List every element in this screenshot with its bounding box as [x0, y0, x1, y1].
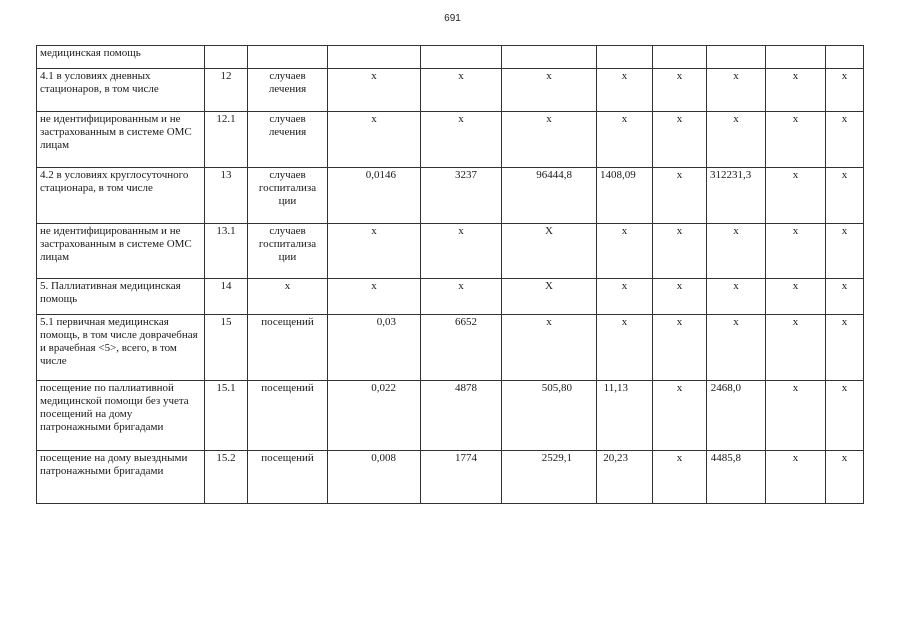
table-row: [37, 315, 864, 381]
table-cell: [421, 46, 502, 69]
table-cell: х: [502, 69, 597, 112]
table-cell: х: [707, 112, 766, 168]
table-cell: х: [328, 69, 421, 112]
table-cell: х: [766, 69, 826, 112]
table-cell: случаев госпитализа ции: [248, 168, 328, 224]
table-cell: [328, 46, 421, 69]
table-cell: 20,23: [597, 451, 653, 504]
table-row: [37, 451, 864, 504]
table-cell: посещений: [248, 451, 328, 504]
table-cell: х: [421, 112, 502, 168]
table-cell: 312231,3: [707, 168, 766, 224]
table-cell: [502, 46, 597, 69]
table-cell: х: [653, 315, 707, 381]
table-cell: х: [826, 69, 864, 112]
table-cell: х: [597, 69, 653, 112]
table-cell: [653, 46, 707, 69]
table-cell: х: [248, 279, 328, 315]
table-cell: посещений: [248, 315, 328, 381]
table-cell: х: [826, 279, 864, 315]
row-name-cell: 5. Паллиативная медицинская помощь: [37, 279, 205, 315]
table-cell: х: [766, 112, 826, 168]
table-row: [37, 46, 864, 69]
table-cell: 0,03: [328, 315, 421, 381]
table-cell: х: [707, 69, 766, 112]
table-cell: х: [653, 224, 707, 279]
table-cell: 13.1: [205, 224, 248, 279]
table-cell: 12: [205, 69, 248, 112]
table-cell: 505,80: [502, 381, 597, 451]
table-cell: х: [597, 279, 653, 315]
data-table: [36, 45, 864, 504]
row-name-cell: посещение на дому выездными патронажными бригадами: [37, 451, 205, 504]
table-cell: 0,0146: [328, 168, 421, 224]
table-cell: х: [653, 381, 707, 451]
table-cell: х: [826, 168, 864, 224]
table-cell: х: [421, 224, 502, 279]
table-cell: х: [502, 112, 597, 168]
table-cell: х: [766, 224, 826, 279]
table-cell: 11,13: [597, 381, 653, 451]
table-cell: случаев госпитализа ции: [248, 224, 328, 279]
table-cell: х: [766, 279, 826, 315]
table-cell: 15.1: [205, 381, 248, 451]
table-cell: х: [707, 315, 766, 381]
row-name-cell: 4.2 в условиях круглосуточного стационара, в том числе: [37, 168, 205, 224]
table-row: [37, 69, 864, 112]
row-name-cell: посещение по паллиативной медицинской помощи без учета посещений на дому патронажными бригадами: [37, 381, 205, 451]
table-cell: [248, 46, 328, 69]
table-cell: 4485,8: [707, 451, 766, 504]
table-cell: х: [328, 112, 421, 168]
row-name-cell: 5.1 первичная медицинская помощь, в том числе доврачебная и врачебная <5>, всего, в том числе: [37, 315, 205, 381]
row-name-cell: не идентифицированным и не застрахованным в системе ОМС лицам: [37, 112, 205, 168]
table-cell: случаев лечения: [248, 112, 328, 168]
table-cell: [597, 46, 653, 69]
row-name-cell: не идентифицированным и не застрахованным в системе ОМС лицам: [37, 224, 205, 279]
table-cell: [826, 46, 864, 69]
row-name-cell: медицинская помощь: [37, 46, 205, 69]
table-cell: х: [826, 381, 864, 451]
table-cell: [205, 46, 248, 69]
table-cell: 15: [205, 315, 248, 381]
table-row: [37, 224, 864, 279]
table-cell: 2529,1: [502, 451, 597, 504]
table-cell: 14: [205, 279, 248, 315]
table-cell: Х: [502, 279, 597, 315]
table-cell: х: [653, 168, 707, 224]
table-cell: х: [766, 451, 826, 504]
row-name-cell: 4.1 в условиях дневных стационаров, в том числе: [37, 69, 205, 112]
table-cell: х: [328, 279, 421, 315]
table-cell: х: [826, 224, 864, 279]
table-cell: случаев лечения: [248, 69, 328, 112]
table-cell: х: [421, 279, 502, 315]
table-cell: посещений: [248, 381, 328, 451]
table-cell: х: [597, 224, 653, 279]
table-cell: х: [328, 224, 421, 279]
table-cell: х: [597, 112, 653, 168]
table-cell: 12.1: [205, 112, 248, 168]
table-cell: х: [826, 451, 864, 504]
table-row: [37, 381, 864, 451]
table-cell: 6652: [421, 315, 502, 381]
table-cell: 13: [205, 168, 248, 224]
table-cell: 4878: [421, 381, 502, 451]
table-cell: 15.2: [205, 451, 248, 504]
table-row: [37, 168, 864, 224]
table-cell: х: [707, 224, 766, 279]
table-cell: 3237: [421, 168, 502, 224]
table-cell: х: [826, 112, 864, 168]
table-cell: х: [653, 451, 707, 504]
table-cell: 0,008: [328, 451, 421, 504]
table-cell: [766, 46, 826, 69]
table-cell: х: [826, 315, 864, 381]
table-cell: [707, 46, 766, 69]
table-cell: х: [597, 315, 653, 381]
table-cell: х: [766, 381, 826, 451]
table-cell: 1408,09: [597, 168, 653, 224]
table-row: [37, 279, 864, 315]
page-number: 691: [444, 13, 461, 24]
table-cell: 1774: [421, 451, 502, 504]
table-cell: х: [707, 279, 766, 315]
table-cell: х: [766, 168, 826, 224]
table-row: [37, 112, 864, 168]
table-cell: 2468,0: [707, 381, 766, 451]
table-cell: х: [653, 112, 707, 168]
table-cell: 96444,8: [502, 168, 597, 224]
table-cell: х: [653, 69, 707, 112]
table-cell: х: [502, 315, 597, 381]
table-cell: Х: [502, 224, 597, 279]
table-cell: х: [653, 279, 707, 315]
table-cell: х: [766, 315, 826, 381]
table-cell: 0,022: [328, 381, 421, 451]
table-cell: х: [421, 69, 502, 112]
